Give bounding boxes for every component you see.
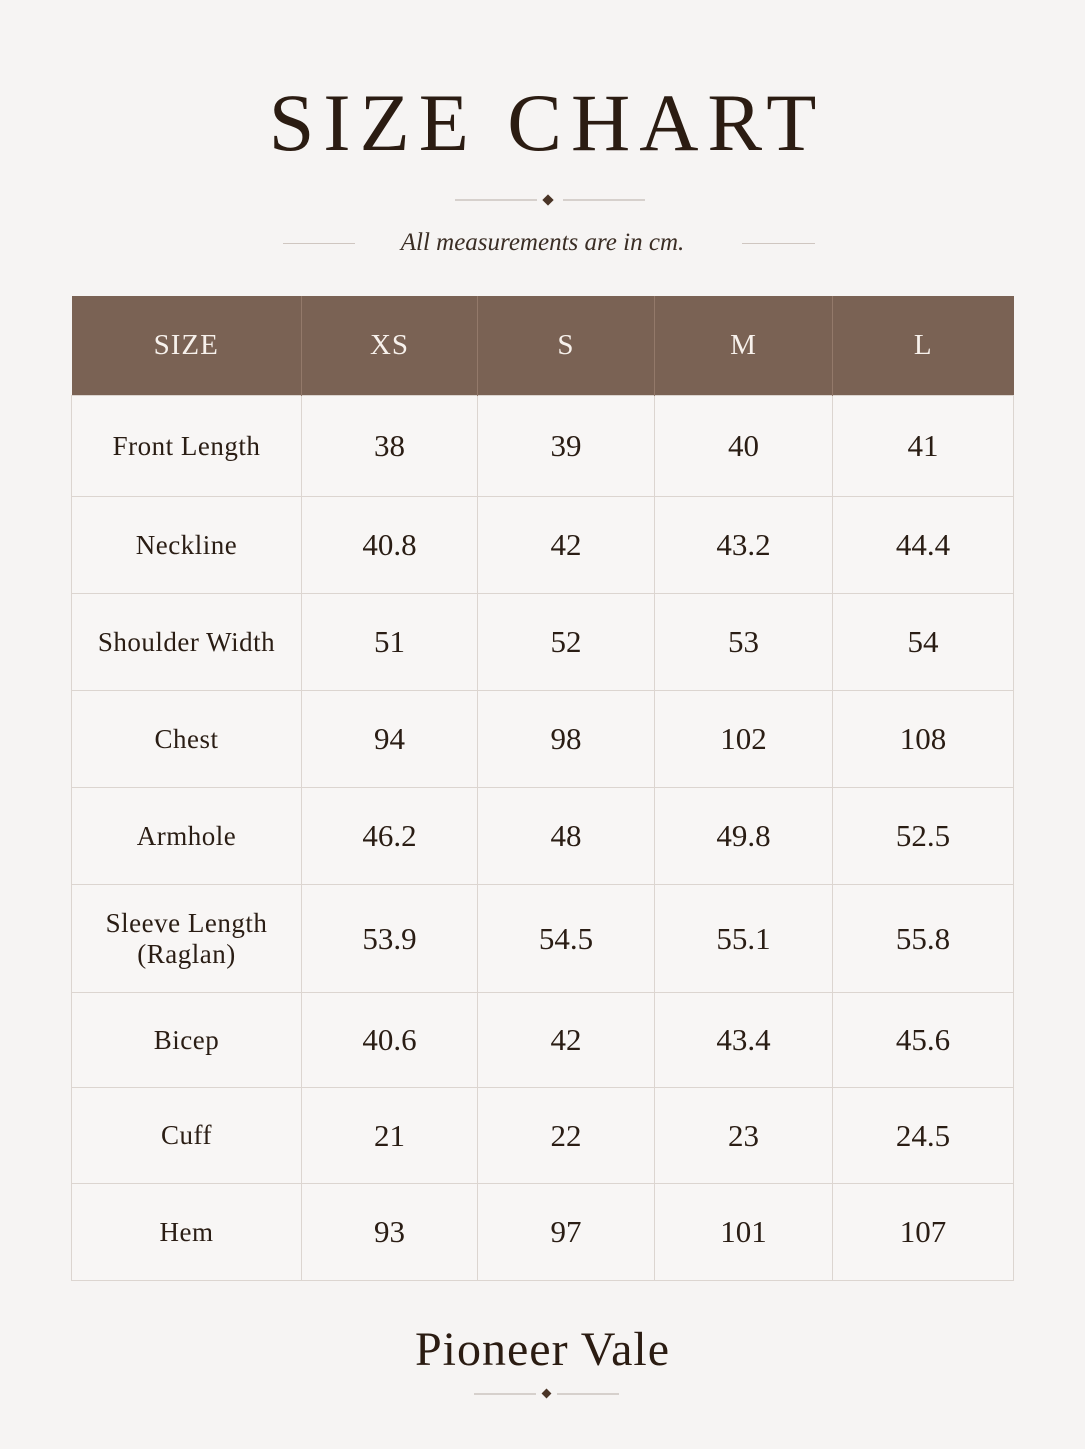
table-cell: 40 — [655, 396, 833, 497]
table-cell: 43.2 — [655, 497, 833, 594]
table-cell: 108 — [833, 691, 1014, 788]
subtitle-row — [0, 226, 1085, 260]
table-cell: 43.4 — [655, 993, 833, 1088]
table-cell: 101 — [655, 1184, 833, 1281]
table-cell: 21 — [302, 1088, 478, 1184]
table-row — [72, 1184, 1014, 1281]
table-row — [72, 1088, 1014, 1184]
table-cell: 40.6 — [302, 993, 478, 1088]
table-row — [72, 993, 1014, 1088]
table-cell: 52 — [478, 594, 655, 691]
row-label: Hem — [72, 1184, 302, 1281]
table-cell: 55.1 — [655, 885, 833, 993]
table-header-row — [72, 296, 1014, 396]
table-cell: 55.8 — [833, 885, 1014, 993]
size-table — [71, 296, 1014, 1281]
row-label: Armhole — [72, 788, 302, 885]
row-label: Shoulder Width — [72, 594, 302, 691]
table-row — [72, 885, 1014, 993]
table-cell: 98 — [478, 691, 655, 788]
table-cell: 40.8 — [302, 497, 478, 594]
table-cell: 94 — [302, 691, 478, 788]
table-row — [72, 396, 1014, 497]
column-header-m: M — [655, 296, 833, 396]
table-cell: 45.6 — [833, 993, 1014, 1088]
table-cell: 49.8 — [655, 788, 833, 885]
column-header-l: L — [833, 296, 1014, 396]
page-subtitle: All measurements are in cm. — [400, 229, 685, 256]
table-cell: 107 — [833, 1184, 1014, 1281]
table-cell: 44.4 — [833, 497, 1014, 594]
column-header-xs: XS — [302, 296, 478, 396]
row-label: Neckline — [72, 497, 302, 594]
table-cell: 54.5 — [478, 885, 655, 993]
table-cell: 93 — [302, 1184, 478, 1281]
table-cell: 53.9 — [302, 885, 478, 993]
row-label: Chest — [72, 691, 302, 788]
table-cell: 97 — [478, 1184, 655, 1281]
table-cell: 54 — [833, 594, 1014, 691]
table-cell: 102 — [655, 691, 833, 788]
table-row — [72, 691, 1014, 788]
table-cell: 42 — [478, 993, 655, 1088]
brand-name: Pioneer Vale — [414, 1323, 671, 1376]
table-cell: 41 — [833, 396, 1014, 497]
brand-divider-ornament — [474, 1387, 619, 1401]
table-row — [72, 788, 1014, 885]
table-cell: 42 — [478, 497, 655, 594]
table-cell: 38 — [302, 396, 478, 497]
table-row — [72, 497, 1014, 594]
title-divider-ornament — [455, 193, 645, 207]
column-header-s: S — [478, 296, 655, 396]
row-label: Front Length — [72, 396, 302, 497]
table-cell: 46.2 — [302, 788, 478, 885]
table-cell: 39 — [478, 396, 655, 497]
page-title: SIZE CHART — [268, 77, 826, 168]
table-cell: 48 — [478, 788, 655, 885]
table-cell: 52.5 — [833, 788, 1014, 885]
column-header-size: SIZE — [72, 296, 302, 396]
table-cell: 23 — [655, 1088, 833, 1184]
table-row — [72, 594, 1014, 691]
table-cell: 53 — [655, 594, 833, 691]
table-cell: 22 — [478, 1088, 655, 1184]
row-label: Bicep — [72, 993, 302, 1088]
table-cell: 51 — [302, 594, 478, 691]
subtitle-rule-right — [742, 243, 815, 244]
table-cell: 24.5 — [833, 1088, 1014, 1184]
row-label: Cuff — [72, 1088, 302, 1184]
row-label: Sleeve Length (Raglan) — [72, 885, 302, 993]
